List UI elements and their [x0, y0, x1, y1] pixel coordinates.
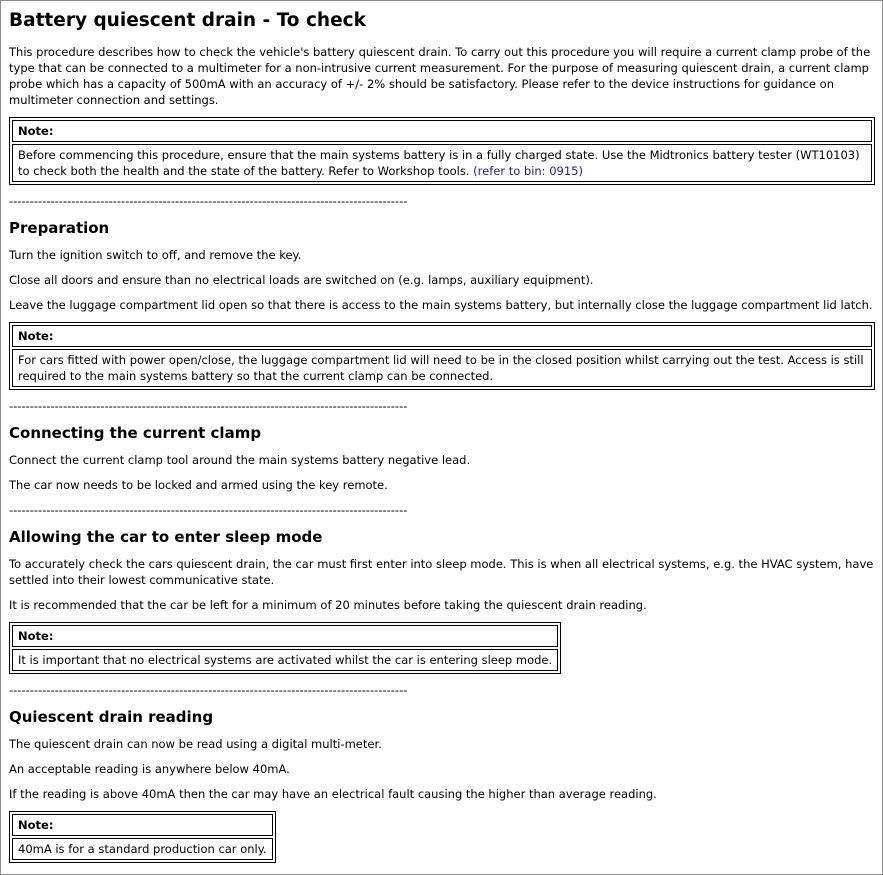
- refer-to-bin-link[interactable]: (refer to bin: 0915): [473, 164, 583, 178]
- section-heading-sleep: Allowing the car to enter sleep mode: [9, 528, 323, 546]
- section-heading-preparation: Preparation: [9, 219, 110, 237]
- paragraph: If the reading is above 40mA then the car may have an electrical fault causing the higher than average reading.: [9, 787, 657, 801]
- paragraph: Turn the ignition switch to off, and remove the key.: [9, 248, 302, 262]
- paragraph: The quiescent drain can now be read using a digital multi-meter.: [9, 737, 382, 751]
- note-label: Note:: [12, 325, 872, 347]
- separator: ------------------------------------------------------------------------------------------------: [9, 399, 408, 413]
- intro-paragraph: This procedure describes how to check the vehicle's battery quiescent drain. To carry out this procedure you will require a current clamp probe of the type that can be connected to a multimeter for a non-intrusive current measurement. For the purpose of measuring quiescent drain, a current clamp probe which has a capacity of 500mA with an accuracy of +/- 2% should be satisfactory. Please refer to the device instructions for guidance on multimeter connection and settings.: [9, 45, 871, 107]
- paragraph: Close all doors and ensure than no electrical loads are switched on (e.g. lamps, auxiliary equipment).: [9, 273, 594, 287]
- paragraph: An acceptable reading is anywhere below 40mA.: [9, 762, 290, 776]
- note-box-sleep: [9, 622, 561, 674]
- note-box-battery: [9, 117, 875, 185]
- separator: ------------------------------------------------------------------------------------------------: [9, 194, 408, 208]
- paragraph: Connect the current clamp tool around the main systems battery negative lead.: [9, 453, 471, 467]
- page-title: Battery quiescent drain - To check: [9, 10, 366, 31]
- note-body: For cars fitted with power open/close, the luggage compartment lid will need to be in the closed position whilst carrying out the test. Access is still required to the main systems battery so that the current clamp can be connected.: [12, 349, 872, 387]
- note-body: 40mA is for a standard production car only.: [12, 838, 273, 860]
- paragraph: The car now needs to be locked and armed using the key remote.: [9, 478, 388, 492]
- separator: ------------------------------------------------------------------------------------------------: [9, 683, 408, 697]
- separator: ------------------------------------------------------------------------------------------------: [9, 503, 408, 517]
- document-page: [1, 1, 882, 871]
- section-heading-clamp: Connecting the current clamp: [9, 424, 262, 442]
- paragraph: To accurately check the cars quiescent drain, the car must first enter into sleep mode. This is when all electrical systems, e.g. the HVAC system, have settled into their lowest communicative state.: [9, 557, 874, 587]
- note-box-luggage: [9, 322, 875, 390]
- note-label: Note:: [12, 814, 273, 836]
- section-heading-reading: Quiescent drain reading: [9, 708, 214, 726]
- note-body: It is important that no electrical systems are activated whilst the car is entering sleep mode.: [12, 649, 558, 671]
- note-text: Before commencing this procedure, ensure that the main systems battery is in a fully charged state. Use the Midtronics battery tester (WT10103) to check both the health and the state of the battery. Refer to Workshop tools.: [18, 148, 860, 178]
- note-label: Note:: [12, 625, 558, 647]
- note-box-reading: [9, 811, 276, 863]
- paragraph: Leave the luggage compartment lid open so that there is access to the main systems battery, but internally close the luggage compartment lid latch.: [9, 298, 873, 312]
- paragraph: It is recommended that the car be left for a minimum of 20 minutes before taking the quiescent drain reading.: [9, 598, 647, 612]
- note-label: Note:: [12, 120, 872, 142]
- note-body: [12, 144, 872, 182]
